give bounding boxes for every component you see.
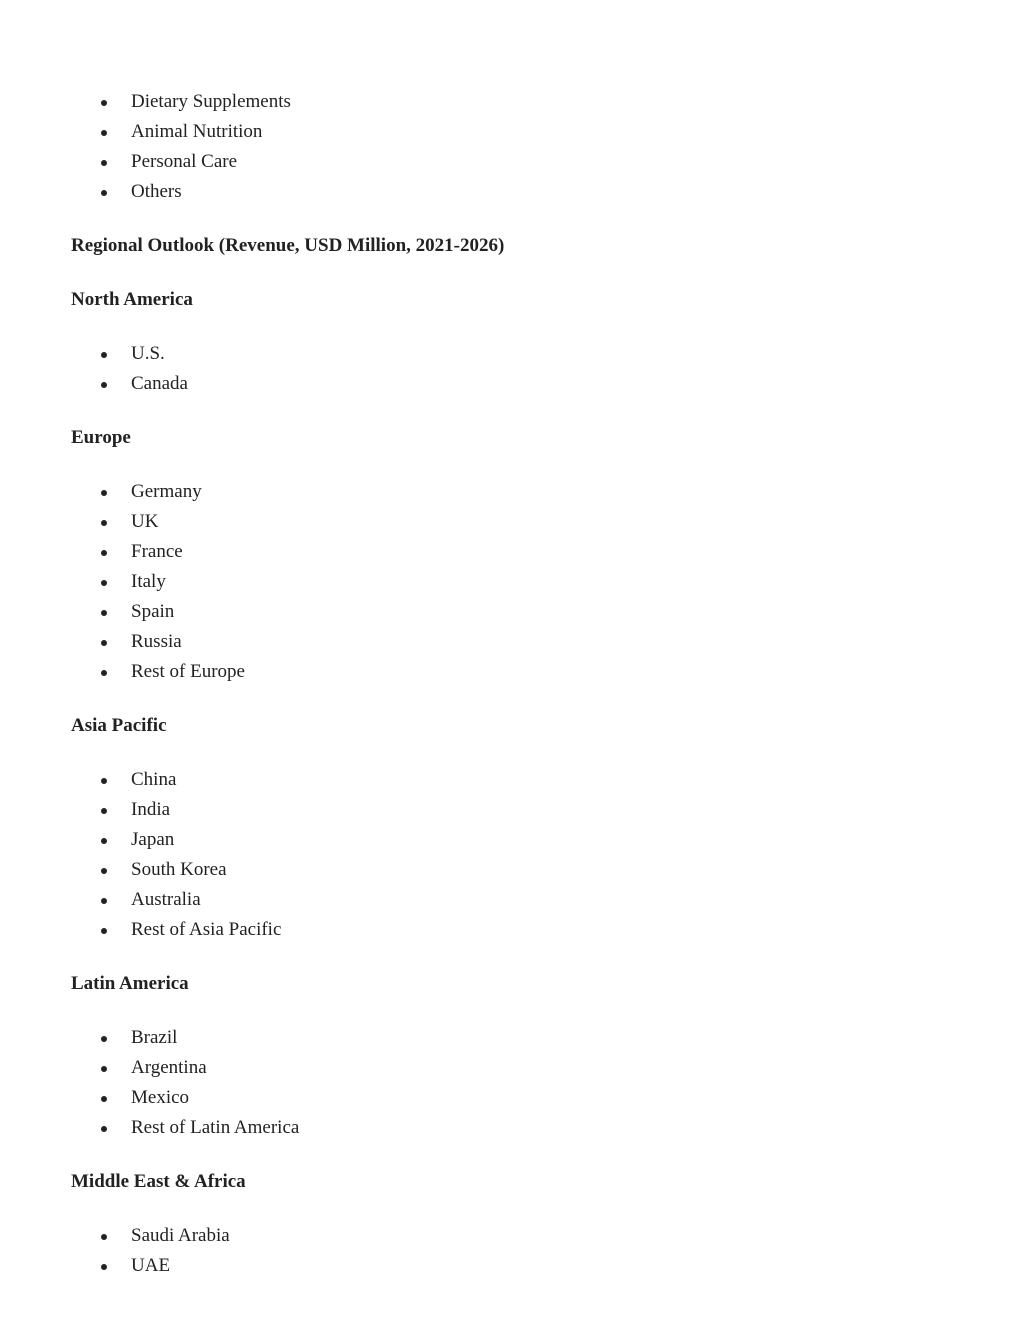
region-heading-europe: Europe (71, 427, 131, 448)
list-item: Dietary Supplements (71, 87, 291, 117)
list-item: Rest of Asia Pacific (71, 915, 281, 945)
bullet-icon (101, 610, 107, 616)
list-item: UK (71, 507, 245, 537)
list-item: Others (71, 177, 291, 207)
bullet-icon (101, 838, 107, 844)
bullet-icon (101, 490, 107, 496)
bullet-icon (101, 580, 107, 586)
bullet-icon (101, 1126, 107, 1132)
list-item: Animal Nutrition (71, 117, 291, 147)
list-item: India (71, 795, 281, 825)
regional-outlook-heading: Regional Outlook (Revenue, USD Million, 2021-2026) (71, 235, 505, 256)
list-item: Rest of Europe (71, 657, 245, 687)
region-heading-middle-east-africa: Middle East & Africa (71, 1171, 246, 1192)
list-item: Personal Care (71, 147, 291, 177)
bullet-icon (101, 160, 107, 166)
list-item: Italy (71, 567, 245, 597)
bullet-icon (101, 1066, 107, 1072)
bullet-icon (101, 868, 107, 874)
list-item: South Korea (71, 855, 281, 885)
list-item: Saudi Arabia (71, 1221, 230, 1251)
list-item: China (71, 765, 281, 795)
bullet-icon (101, 190, 107, 196)
list-item: Brazil (71, 1023, 299, 1053)
list-item: UAE (71, 1251, 230, 1281)
region-list-north-america (71, 339, 188, 399)
bullet-icon (101, 550, 107, 556)
region-heading-latin-america: Latin America (71, 973, 189, 994)
region-heading-north-america: North America (71, 289, 193, 310)
bullet-icon (101, 808, 107, 814)
bullet-icon (101, 670, 107, 676)
region-list-asia-pacific (71, 765, 281, 945)
region-list-europe (71, 477, 245, 687)
bullet-icon (101, 130, 107, 136)
region-list-middle-east-africa (71, 1221, 230, 1281)
list-item: Mexico (71, 1083, 299, 1113)
list-item: Australia (71, 885, 281, 915)
bullet-icon (101, 928, 107, 934)
bullet-icon (101, 1264, 107, 1270)
bullet-icon (101, 1096, 107, 1102)
list-item: Argentina (71, 1053, 299, 1083)
bullet-icon (101, 1234, 107, 1240)
list-item: Russia (71, 627, 245, 657)
bullet-icon (101, 382, 107, 388)
bullet-icon (101, 100, 107, 106)
list-item: Germany (71, 477, 245, 507)
bullet-icon (101, 352, 107, 358)
list-item: Japan (71, 825, 281, 855)
bullet-icon (101, 520, 107, 526)
list-item: France (71, 537, 245, 567)
bullet-icon (101, 898, 107, 904)
bullet-icon (101, 640, 107, 646)
list-item: Spain (71, 597, 245, 627)
list-item: Rest of Latin America (71, 1113, 299, 1143)
region-list-latin-america (71, 1023, 299, 1143)
bullet-icon (101, 1036, 107, 1042)
list-item: U.S. (71, 339, 188, 369)
list-item: Canada (71, 369, 188, 399)
region-heading-asia-pacific: Asia Pacific (71, 715, 167, 736)
bullet-icon (101, 778, 107, 784)
application-list (71, 87, 291, 207)
